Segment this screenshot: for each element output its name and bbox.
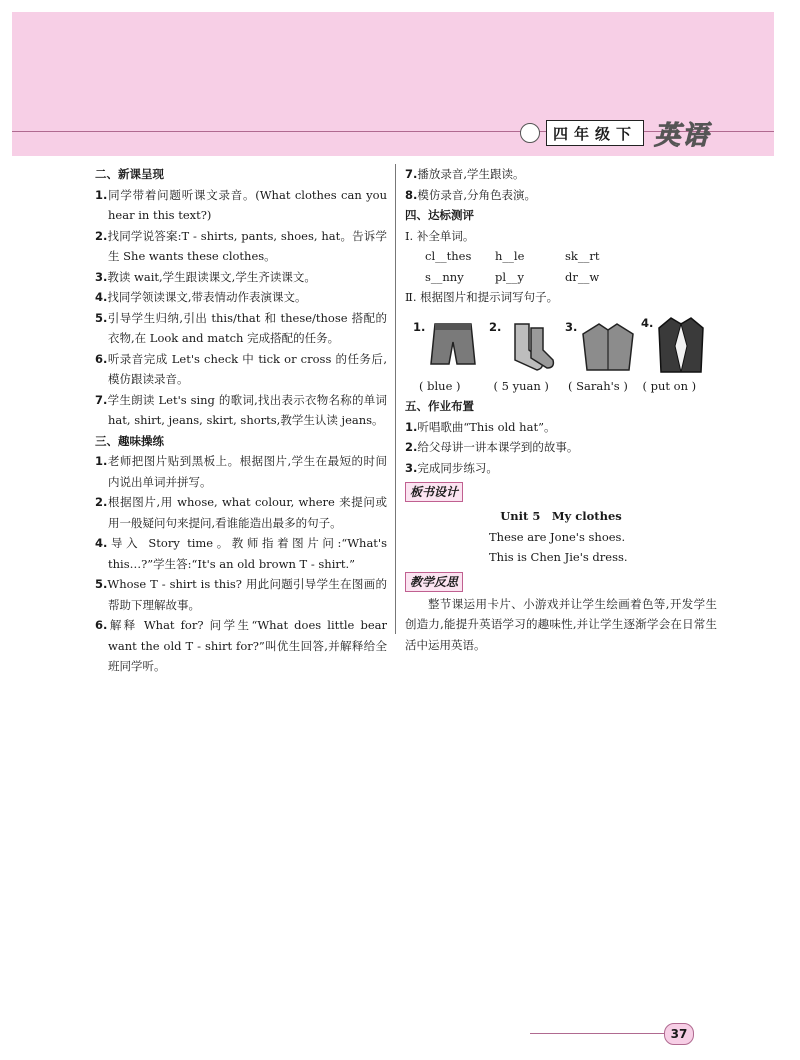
list-item: 3.教读 wait,学生跟读课文,学生齐读课文。 <box>95 269 316 284</box>
list-item: 4.导入 Story time。教师指着图片问:“What's this…?”学生答:“It's an old brown T - shirt.” <box>95 536 387 571</box>
reflection-text: 整节课运用卡片、小游戏并让学生绘画着色等,开发学生创造力,能提升英语学习的趣味性,并让学生逐渐学会在日常生活中运用英语。 <box>405 596 717 652</box>
fill-word: cl__thes <box>425 249 472 263</box>
fill-word: pl__y <box>495 269 525 284</box>
list-item: 6.解释 What for? 问学生“What does little bear want the old T - shirt for?”叫优生回答,并解释给全班同学听。 <box>95 618 387 673</box>
list-item: 1.听唱歌曲“This old hat”。 <box>405 419 556 434</box>
column-divider <box>395 164 396 634</box>
fill-word: s__nny <box>425 269 464 284</box>
hint-text: ( blue ) <box>419 378 461 393</box>
picture-row <box>405 314 717 374</box>
picture-item: 2. <box>489 320 565 374</box>
picture-item: 3. <box>565 320 641 374</box>
picture-hints <box>405 376 717 397</box>
list-item: 1.同学带着问题听课文录音。(What clothes can you hear in this text?) <box>95 187 387 222</box>
hint-text: ( put on ) <box>642 378 697 393</box>
board-line: These are Jone's shoes. <box>489 529 626 544</box>
left-column <box>95 164 387 677</box>
reflection-tag: 教学反思 <box>405 572 463 592</box>
list-item: 5.Whose T - shirt is this? 用此问题引导学生在图画的帮助下理解故事。 <box>95 577 387 612</box>
socks-icon <box>505 320 557 374</box>
picture-item: 4. <box>641 316 717 374</box>
fill-row <box>405 246 717 267</box>
hint-text: ( 5 yuan ) <box>493 378 549 393</box>
list-item: 2.找同学说答案:T - shirts, pants, shoes, hat。告诉学生 She wants these clothes。 <box>95 228 387 263</box>
list-item: 6.听录音完成 Let's check 中 tick or cross 的任务后,模仿跟读录音。 <box>95 351 387 386</box>
fill-row <box>405 267 717 288</box>
part-title: Ⅱ. 根据图片和提示词写句子。 <box>405 290 559 304</box>
list-item: 2.根据图片,用 whose, what colour, where 来提问或用一般疑问句来提问,看谁能造出最多的句子。 <box>95 495 387 530</box>
grade-box: 四年级下 <box>546 120 644 146</box>
coat-icon <box>657 316 705 374</box>
section-heading: 五、作业布置 <box>405 399 474 413</box>
section-heading: 三、趣味操练 <box>95 433 164 448</box>
picture-item: 1. <box>413 320 489 374</box>
board-title: Unit 5 My clothes <box>500 509 622 523</box>
right-column <box>405 164 717 655</box>
hint-text: ( Sarah's ) <box>568 378 628 393</box>
shorts-icon <box>429 320 477 374</box>
list-item: 8.模仿录音,分角色表演。 <box>405 187 537 202</box>
part-title: Ⅰ. 补全单词。 <box>405 228 475 243</box>
list-item: 5.引导学生归纳,引出 this/that 和 these/those 搭配的衣物,在 Look and match 完成搭配的任务。 <box>95 310 387 345</box>
list-item: 2.给父母讲一讲本课学到的故事。 <box>405 440 579 454</box>
list-item: 3.完成同步练习。 <box>405 460 498 475</box>
footer-rule <box>530 1033 664 1034</box>
list-item: 4.找同学领读课文,带表情动作表演课文。 <box>95 290 307 304</box>
page-number: 37 <box>664 1023 694 1045</box>
list-item: 7.播放录音,学生跟读。 <box>405 167 525 181</box>
fill-word: h__le <box>495 249 525 263</box>
subject-title: 英语 <box>654 120 711 151</box>
list-item: 7.学生朗读 Let's sing 的歌词,找出表示衣物名称的单词 hat, shirt, jeans, skirt, shorts,教学生认读 jeans。 <box>95 392 387 427</box>
grade-label <box>520 118 711 151</box>
section-heading: 四、达标测评 <box>405 208 474 222</box>
bubble-icon <box>520 123 540 143</box>
section-heading: 二、新课呈现 <box>95 167 164 181</box>
shirt-icon <box>581 320 635 374</box>
fill-word: dr__w <box>565 269 600 284</box>
fill-word: sk__rt <box>565 249 600 263</box>
list-item: 1.老师把图片贴到黑板上。根据图片,学生在最短的时间内说出单词并拼写。 <box>95 454 387 489</box>
board-line: This is Chen Jie's dress. <box>489 550 628 564</box>
board-design-tag: 板书设计 <box>405 482 463 502</box>
